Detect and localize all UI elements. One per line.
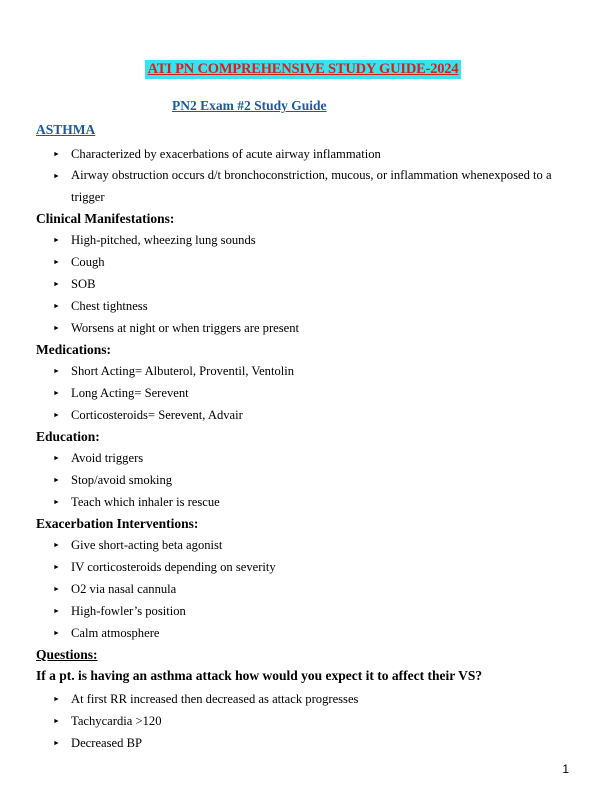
document-title: ATI PN COMPREHENSIVE STUDY GUIDE-2024 xyxy=(145,60,462,79)
intro-list xyxy=(36,143,576,208)
bullet-icon: ► xyxy=(53,236,60,244)
list-item-text: High-fowler’s position xyxy=(71,604,186,618)
bullet-icon: ► xyxy=(53,717,60,725)
list-item xyxy=(36,382,576,404)
bullet-icon: ► xyxy=(53,389,60,397)
list-item xyxy=(36,688,576,710)
list-item xyxy=(36,229,576,251)
bullet-icon: ► xyxy=(53,629,60,637)
list-item-text: Tachycardia >120 xyxy=(71,714,162,728)
list-item-text: Decreased BP xyxy=(71,736,142,750)
clinical-list xyxy=(36,229,576,339)
list-item-text: At first RR increased then decreased as attack progresses xyxy=(71,692,359,706)
list-item xyxy=(36,251,576,273)
list-item-text: Chest tightness xyxy=(71,299,148,313)
list-item xyxy=(36,273,576,295)
bullet-icon: ► xyxy=(53,172,60,180)
bullet-icon: ► xyxy=(53,324,60,332)
list-item xyxy=(36,165,576,208)
bullet-icon: ► xyxy=(53,541,60,549)
document-subtitle: PN2 Exam #2 Study Guide xyxy=(172,98,327,113)
list-item xyxy=(36,404,576,426)
list-item xyxy=(36,578,576,600)
bullet-icon: ► xyxy=(53,411,60,419)
list-item-text: High-pitched, wheezing lung sounds xyxy=(71,233,256,247)
section-heading-asthma: ASTHMA xyxy=(36,122,96,137)
list-item xyxy=(36,469,576,491)
list-item xyxy=(36,622,576,644)
list-item xyxy=(36,732,576,754)
bullet-icon: ► xyxy=(53,302,60,310)
list-item-text: Cough xyxy=(71,255,105,269)
bullet-icon: ► xyxy=(53,476,60,484)
bullet-icon: ► xyxy=(53,367,60,375)
list-item-text: Calm atmosphere xyxy=(71,626,160,640)
group-title-clinical: Clinical Manifestations: xyxy=(36,211,175,226)
bullet-icon: ► xyxy=(53,454,60,462)
answers-list xyxy=(36,688,576,754)
questions-label: Questions: xyxy=(36,647,98,662)
list-item xyxy=(36,491,576,513)
list-item-text: Teach which inhaler is rescue xyxy=(71,495,220,509)
list-item-text: SOB xyxy=(71,277,96,291)
list-item-text: Avoid triggers xyxy=(71,451,144,465)
list-item-text: Short Acting= Albuterol, Proventil, Ventolin xyxy=(71,364,295,378)
interventions-list xyxy=(36,534,576,644)
list-item-text: Corticosteroids= Serevent, Advair xyxy=(71,408,243,422)
page-number: 1 xyxy=(562,762,569,776)
bullet-icon: ► xyxy=(53,585,60,593)
group-title-education: Education: xyxy=(36,429,100,444)
bullet-icon: ► xyxy=(53,280,60,288)
list-item-text: IV corticosteroids depending on severity xyxy=(71,560,276,574)
bullet-icon: ► xyxy=(53,739,60,747)
list-item xyxy=(36,556,576,578)
list-item xyxy=(36,295,576,317)
list-item-text: Characterized by exacerbations of acute airway inflammation xyxy=(71,147,381,161)
list-item xyxy=(36,143,576,165)
list-item-text: O2 via nasal cannula xyxy=(71,582,177,596)
list-item xyxy=(36,534,576,556)
group-title-interventions: Exacerbation Interventions: xyxy=(36,516,199,531)
list-item xyxy=(36,600,576,622)
education-list xyxy=(36,447,576,513)
list-item xyxy=(36,360,576,382)
list-item xyxy=(36,447,576,469)
bullet-icon: ► xyxy=(53,150,60,158)
medications-list xyxy=(36,360,576,426)
list-item xyxy=(36,710,576,732)
list-item-text: Stop/avoid smoking xyxy=(71,473,173,487)
list-item-text: Give short-acting beta agonist xyxy=(71,538,223,552)
list-item-text: Long Acting= Serevent xyxy=(71,386,189,400)
list-item-text: Worsens at night or when triggers are present xyxy=(71,321,300,335)
bullet-icon: ► xyxy=(53,258,60,266)
title-wrap xyxy=(0,60,606,79)
page-content xyxy=(36,143,576,754)
bullet-icon: ► xyxy=(53,607,60,615)
group-title-medications: Medications: xyxy=(36,342,111,357)
bullet-icon: ► xyxy=(53,563,60,571)
list-item xyxy=(36,317,576,339)
question-text: If a pt. is having an asthma attack how would you expect it to affect their VS? xyxy=(36,668,483,683)
bullet-icon: ► xyxy=(53,498,60,506)
bullet-icon: ► xyxy=(53,695,60,703)
list-item-text: Airway obstruction occurs d/t bronchoconstriction, mucous, or inflammation whenexposed to a trigger xyxy=(71,168,552,204)
